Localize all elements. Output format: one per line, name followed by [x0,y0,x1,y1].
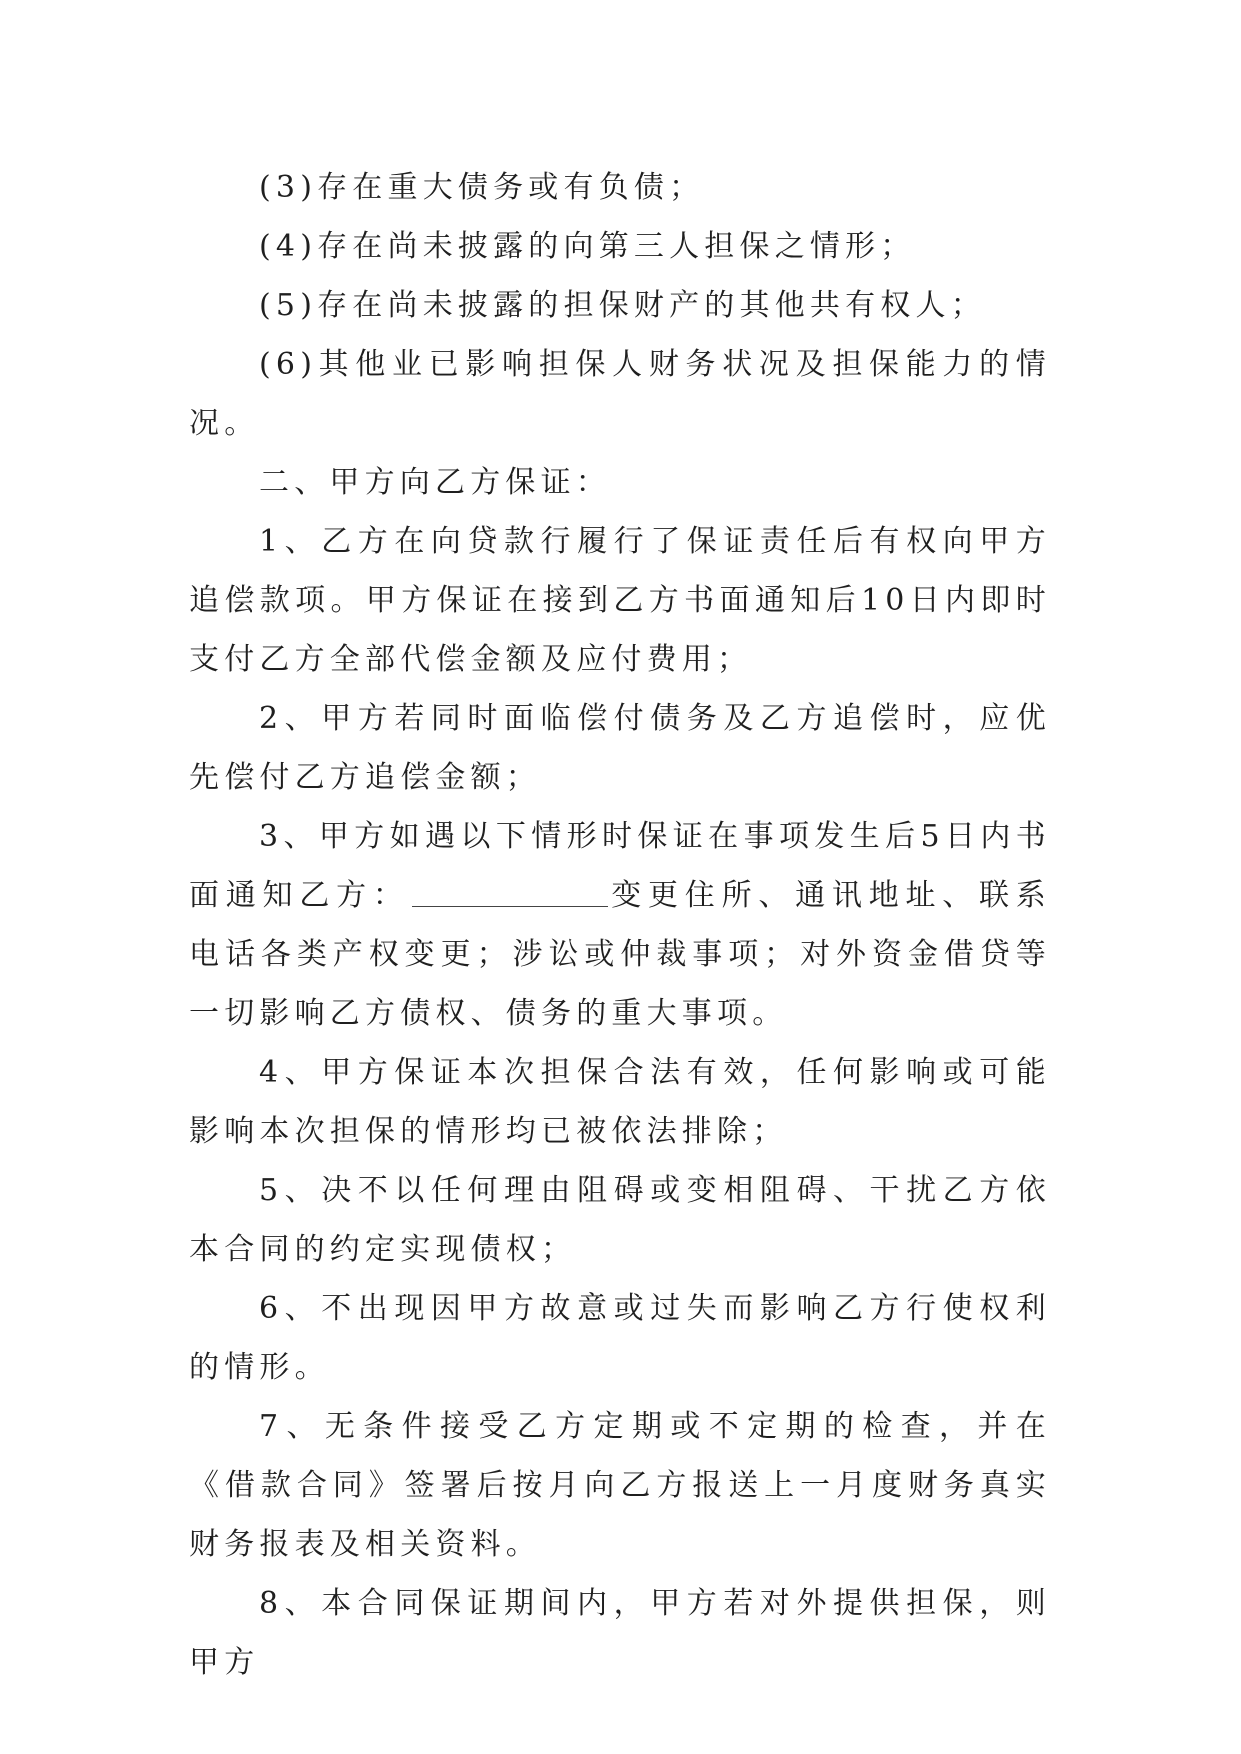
guarantee-item-2: 2、甲方若同时面临偿付债务及乙方追偿时，应优先偿付乙方追偿金额； [189,701,1051,795]
clause-3-significant-debts: (3)存在重大债务或有负债； [259,170,705,205]
document-body [189,158,1051,1692]
guarantee-item-3 [189,807,1051,1043]
guarantee-item-3-text-after: 变更住所、通讯地址、联系电话各类产权变更；涉讼或仲裁事项；对外资金借贷等一切影响乙方债权、债务的重大事项。 [189,878,1051,1031]
clause-6-other-conditions: (6)其他业已影响担保人财务状况及担保能力的情况。 [189,347,1051,441]
guarantee-item-8: 8、本合同保证期间内，甲方若对外提供担保，则甲方 [189,1586,1051,1680]
guarantee-item-7: 7、无条件接受乙方定期或不定期的检查，并在《借款合同》签署后按月向乙方报送上一月度财务真实财务报表及相关资料。 [189,1409,1051,1562]
clause-5-undisclosed-co-owners: (5)存在尚未披露的担保财产的其他共有权人； [259,288,986,323]
guarantee-item-6: 6、不出现因甲方故意或过失而影响乙方行使权利的情形。 [189,1291,1051,1385]
guarantee-item-5: 5、决不以任何理由阻碍或变相阻碍、干扰乙方依本合同的约定实现债权； [189,1173,1051,1267]
guarantee-item-3-text-before: 3、甲方如遇以下情形时保证在事项发生后5日内书面通知乙方： [189,819,1051,913]
guarantee-item-4: 4、甲方保证本次担保合法有效，任何影响或可能影响本次担保的情形均已被依法排除； [189,1055,1051,1149]
fill-in-blank[interactable] [412,879,608,907]
section-heading-party-a-guarantees: 二、甲方向乙方保证： [259,465,611,500]
clause-4-undisclosed-guarantees: (4)存在尚未披露的向第三人担保之情形； [259,229,916,264]
guarantee-item-1: 1、乙方在向贷款行履行了保证责任后有权向甲方追偿款项。甲方保证在接到乙方书面通知后10日内即时支付乙方全部代偿金额及应付费用； [189,524,1051,677]
